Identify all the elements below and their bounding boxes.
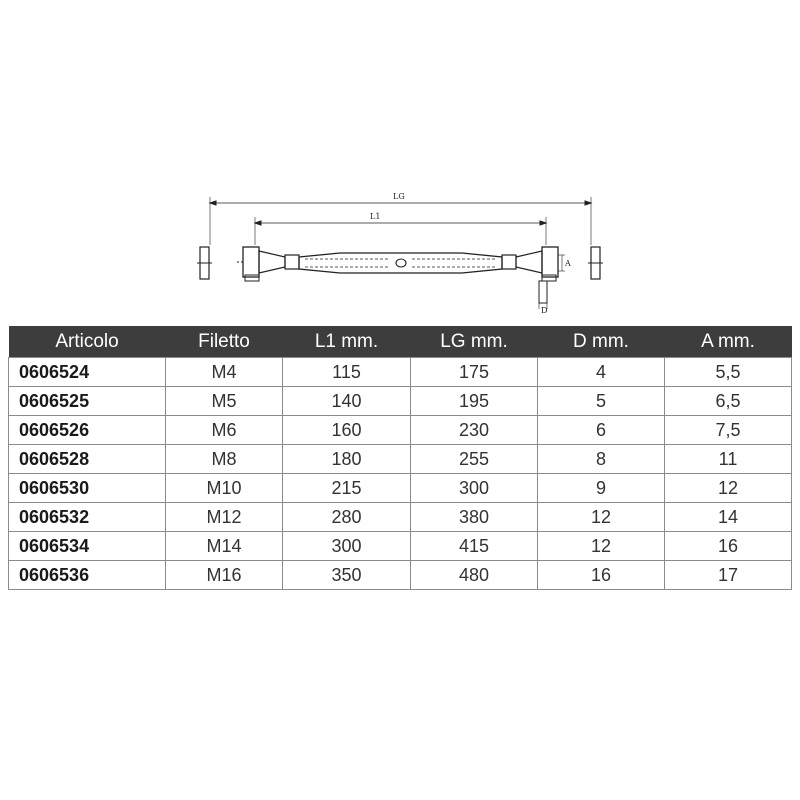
header-d: D mm. bbox=[538, 326, 665, 358]
cell-l1: 300 bbox=[283, 532, 411, 561]
cell-articolo: 0606525 bbox=[9, 387, 166, 416]
lg-label: LG bbox=[393, 192, 405, 201]
cell-d: 16 bbox=[538, 561, 665, 590]
cell-lg: 480 bbox=[411, 561, 538, 590]
cell-l1: 140 bbox=[283, 387, 411, 416]
a-label: A bbox=[565, 259, 571, 268]
cell-lg: 380 bbox=[411, 503, 538, 532]
table-row bbox=[9, 358, 792, 387]
table-row bbox=[9, 503, 792, 532]
cell-d: 5 bbox=[538, 387, 665, 416]
cell-l1: 115 bbox=[283, 358, 411, 387]
cell-filetto: M16 bbox=[166, 561, 283, 590]
header-l1: L1 mm. bbox=[283, 326, 411, 358]
table-row bbox=[9, 387, 792, 416]
cell-lg: 230 bbox=[411, 416, 538, 445]
cell-lg: 255 bbox=[411, 445, 538, 474]
table-row bbox=[9, 532, 792, 561]
cell-articolo: 0606534 bbox=[9, 532, 166, 561]
cell-articolo: 0606530 bbox=[9, 474, 166, 503]
cell-a: 16 bbox=[665, 532, 792, 561]
cell-a: 6,5 bbox=[665, 387, 792, 416]
cell-filetto: M6 bbox=[166, 416, 283, 445]
cell-articolo: 0606524 bbox=[9, 358, 166, 387]
header-a: A mm. bbox=[665, 326, 792, 358]
header-filetto: Filetto bbox=[166, 326, 283, 358]
table-row bbox=[9, 561, 792, 590]
cell-l1: 160 bbox=[283, 416, 411, 445]
cell-filetto: M4 bbox=[166, 358, 283, 387]
header-row bbox=[9, 326, 792, 358]
cell-filetto: M14 bbox=[166, 532, 283, 561]
cell-lg: 300 bbox=[411, 474, 538, 503]
cell-articolo: 0606536 bbox=[9, 561, 166, 590]
cell-articolo: 0606526 bbox=[9, 416, 166, 445]
cell-d: 12 bbox=[538, 532, 665, 561]
cell-a: 14 bbox=[665, 503, 792, 532]
l1-label: L1 bbox=[370, 212, 381, 221]
table-row bbox=[9, 474, 792, 503]
cell-d: 6 bbox=[538, 416, 665, 445]
cell-d: 8 bbox=[538, 445, 665, 474]
d-label: D bbox=[541, 306, 548, 315]
cell-lg: 175 bbox=[411, 358, 538, 387]
cell-d: 4 bbox=[538, 358, 665, 387]
cell-filetto: M8 bbox=[166, 445, 283, 474]
table-row bbox=[9, 445, 792, 474]
cell-a: 17 bbox=[665, 561, 792, 590]
cell-l1: 350 bbox=[283, 561, 411, 590]
cell-a: 7,5 bbox=[665, 416, 792, 445]
cell-a: 11 bbox=[665, 445, 792, 474]
cell-a: 5,5 bbox=[665, 358, 792, 387]
table-row bbox=[9, 416, 792, 445]
spec-table bbox=[8, 326, 792, 590]
cell-a: 12 bbox=[665, 474, 792, 503]
cell-lg: 415 bbox=[411, 532, 538, 561]
turnbuckle-drawing bbox=[175, 185, 625, 320]
cell-filetto: M10 bbox=[166, 474, 283, 503]
cell-articolo: 0606528 bbox=[9, 445, 166, 474]
cell-filetto: M5 bbox=[166, 387, 283, 416]
cell-lg: 195 bbox=[411, 387, 538, 416]
cell-d: 12 bbox=[538, 503, 665, 532]
header-lg: LG mm. bbox=[411, 326, 538, 358]
cell-l1: 215 bbox=[283, 474, 411, 503]
cell-d: 9 bbox=[538, 474, 665, 503]
cell-filetto: M12 bbox=[166, 503, 283, 532]
header-articolo: Articolo bbox=[9, 326, 166, 358]
cell-l1: 280 bbox=[283, 503, 411, 532]
cell-l1: 180 bbox=[283, 445, 411, 474]
cell-articolo: 0606532 bbox=[9, 503, 166, 532]
